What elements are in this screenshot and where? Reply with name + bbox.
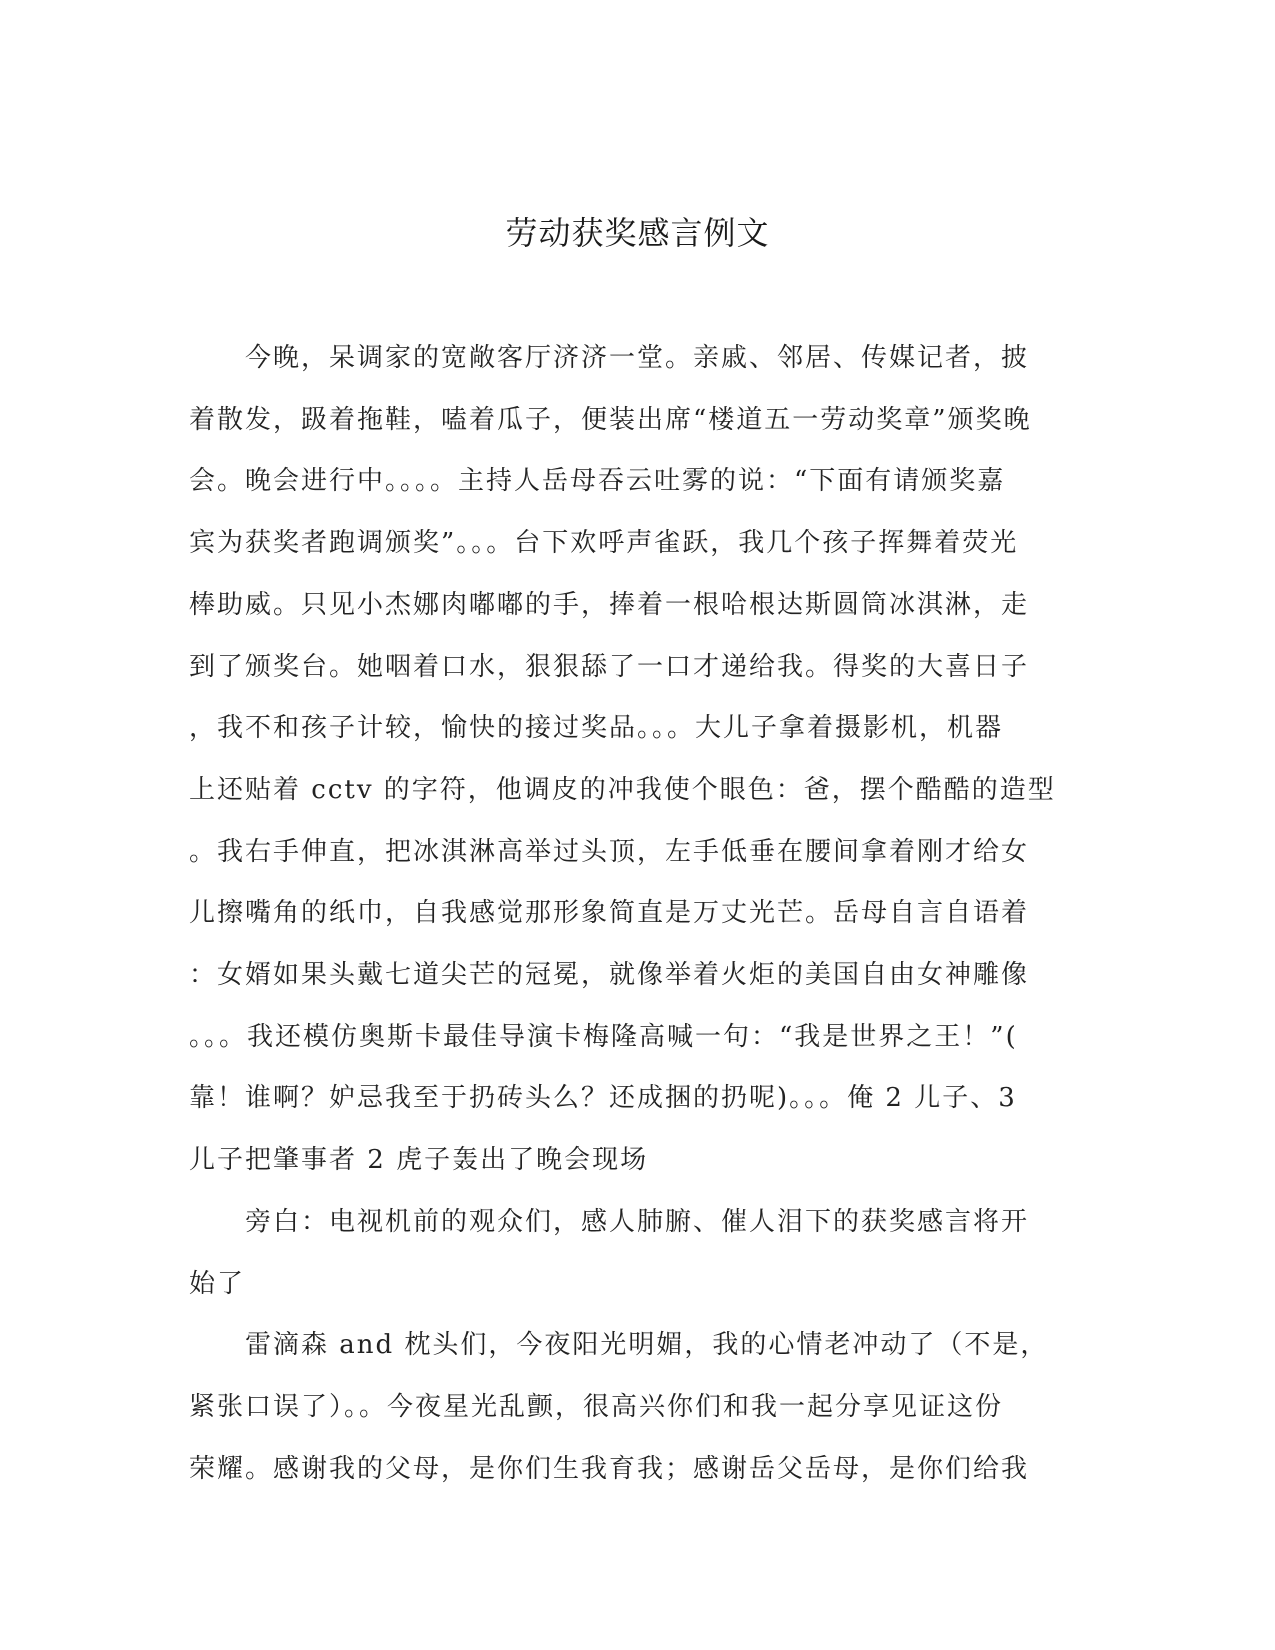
text-line: 会。晚会进行中。。。。主持人岳母吞云吐雾的说：“下面有请颁奖嘉 <box>189 466 1006 497</box>
text-line: 荣耀。感谢我的父母，是你们生我育我；感谢岳父岳母，是你们给我 <box>189 1453 1030 1484</box>
document-title: 劳动获奖感言例文 <box>505 214 770 252</box>
text-line: ：女婿如果头戴七道尖芒的冠冕，就像举着火炬的美国自由女神雕像 <box>189 960 1030 991</box>
text-line: 旁白：电视机前的观众们，感人肺腑、催人泪下的获奖感言将开 <box>189 1206 1030 1237</box>
text-line: 靠！谁啊？妒忌我至于扔砖头么？还成捆的扔呢)。。。俺 2 儿子、3 <box>189 1083 1017 1114</box>
text-line: 紧张口误了）。。今夜星光乱颤，很高兴你们和我一起分享见证这份 <box>189 1391 1004 1422</box>
text-line: 。。。我还模仿奥斯卡最佳导演卡梅隆高喊一句：“我是世界之王！”( <box>189 1021 1018 1052</box>
text-line: ，我不和孩子计较，愉快的接过奖品。。。大儿子拿着摄影机，机器 <box>189 713 1004 744</box>
text-line: 棒助威。只见小杰娜肉嘟嘟的手，捧着一根哈根达斯圆筒冰淇淋，走 <box>189 589 1030 620</box>
text-line: 今晚，呆调家的宽敞客厅济济一堂。亲戚、邻居、传媒记者，披 <box>189 343 1030 373</box>
text-line: 始了 <box>189 1268 246 1299</box>
text-line: 。我右手伸直，把冰淇淋高举过头顶，左手低垂在腰间拿着刚才给女 <box>189 836 1030 867</box>
text-line: 雷滴森 and 枕头们，今夜阳光明媚，我的心情老冲动了（不是， <box>189 1330 1049 1361</box>
paragraph-1 <box>189 328 1079 1192</box>
text-line: 儿擦嘴角的纸巾，自我感觉那形象简直是万丈光芒。岳母自言自语着 <box>189 898 1030 929</box>
paragraph-2 <box>189 1192 1079 1315</box>
paragraph-3 <box>189 1315 1079 1500</box>
text-line: 儿子把肇事者 2 虎子轰出了晚会现场 <box>189 1145 649 1176</box>
text-line: 宾为获奖者跑调颁奖”。。。台下欢呼声雀跃，我几个孩子挥舞着荧光 <box>189 528 1019 559</box>
document-body <box>189 328 1079 1500</box>
text-line: 上还贴着 cctv 的字符，他调皮的冲我使个眼色：爸，摆个酷酷的造型 <box>189 774 1056 805</box>
text-line: 到了颁奖台。她咽着口水，狠狠舔了一口才递给我。得奖的大喜日子 <box>189 651 1030 682</box>
text-line: 着散发，趿着拖鞋，嗑着瓜子，便装出席“楼道五一劳动奖章”颁奖晚 <box>189 404 1032 435</box>
